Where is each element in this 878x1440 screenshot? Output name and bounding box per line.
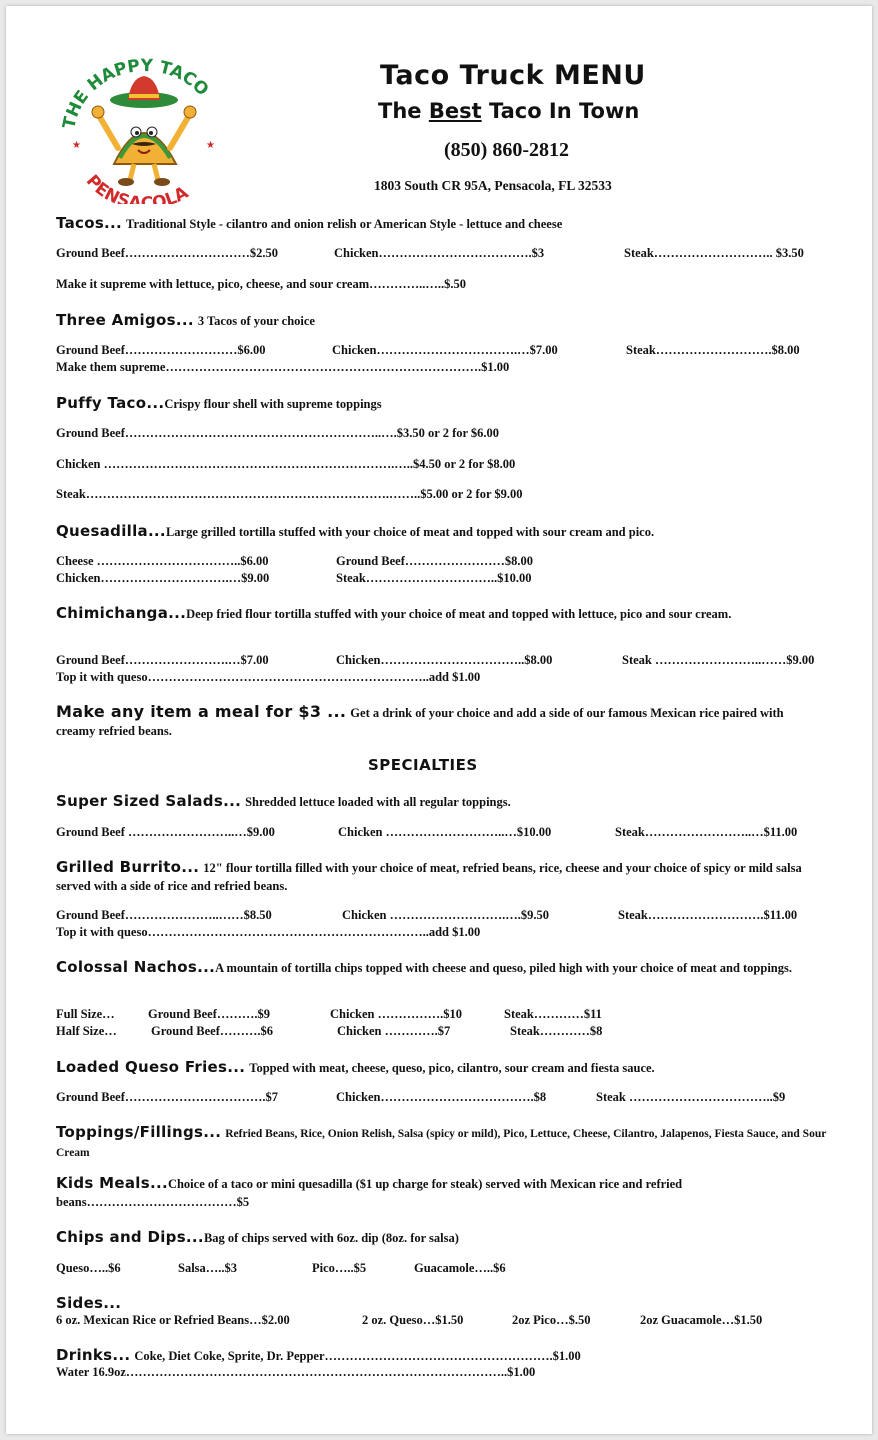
- section-puffy-header: [56, 394, 382, 413]
- sides-rice: 6 oz. Mexican Rice or Refried Beans…$2.00: [56, 1313, 290, 1327]
- tacos-supreme: Make it supreme with lettuce, pico, cheese, and sour cream…………..…..$.50: [56, 277, 467, 291]
- logo-text-top: THE HAPPY TACO: [59, 56, 213, 131]
- salads-beef: Ground Beef ……………………..…$9.00: [56, 825, 275, 839]
- section-title: Three Amigos...: [56, 311, 194, 329]
- fries-chicken: Chicken……………………………….$8: [336, 1090, 547, 1104]
- section-desc: Get a drink of your choice and add a side of our famous Mexican rice paired with creamy refried beans.: [56, 706, 784, 738]
- menu-page: [6, 6, 872, 1434]
- section-quesadilla-header: [56, 522, 654, 541]
- section-title: Loaded Queso Fries...: [56, 1058, 246, 1076]
- section-desc: 3 Tacos of your choice: [197, 314, 315, 328]
- section-meal-header: [56, 703, 826, 740]
- section-tacos-header: [56, 214, 562, 233]
- amigos-steak: Steak……………………….$8.00: [626, 343, 800, 357]
- menu-subtitle: The Best Taco In Town: [378, 99, 640, 123]
- burrito-chicken: Chicken ……………………….….$9.50: [342, 908, 549, 922]
- section-desc: Coke, Diet Coke, Sprite, Dr. Pepper……………………………………………….$1.00: [134, 1349, 581, 1363]
- svg-text:★: ★: [72, 140, 81, 151]
- section-title: Make any item a meal for $3 ...: [56, 702, 347, 721]
- section-salads-header: [56, 792, 511, 811]
- address: 1803 South CR 95A, Pensacola, FL 32533: [374, 178, 612, 193]
- fries-steak: Steak ……………………………..$9: [596, 1090, 786, 1104]
- section-desc: Traditional Style - cilantro and onion relish or American Style - lettuce and cheese: [126, 217, 563, 231]
- section-title: Grilled Burrito...: [56, 858, 200, 876]
- section-desc: Choice of a taco or mini quesadilla ($1 up charge for steak) served with Mexican rice and refried beans………………………………$5: [56, 1177, 683, 1209]
- section-desc: 12" flour tortilla filled with your choice of meat, refried beans, rice, cheese and your choice of spicy or mild salsa served with a side of rice and refried beans.: [56, 861, 802, 893]
- section-nachos-header: [56, 959, 826, 977]
- tacos-steak: Steak……………………….. $3.50: [624, 246, 804, 260]
- chimichanga-steak: Steak ……………………..……$9.00: [622, 653, 815, 667]
- section-fries-header: [56, 1058, 655, 1077]
- chips-queso: Queso…..$6: [56, 1261, 121, 1275]
- quesadilla-chicken: Chicken………………………….…$9.00: [56, 571, 270, 585]
- section-desc: Crispy flour shell with supreme toppings: [164, 397, 382, 411]
- section-kids-header: [56, 1175, 826, 1211]
- salads-chicken: Chicken ………………………..…$10.00: [338, 825, 552, 839]
- section-burrito-header: [56, 859, 826, 895]
- sides-queso: 2 oz. Queso…$1.50: [362, 1313, 464, 1327]
- burrito-beef: Ground Beef…………………..……$8.50: [56, 908, 272, 922]
- section-title: Kids Meals...: [56, 1174, 168, 1192]
- chips-guacamole: Guacamole…..$6: [414, 1261, 506, 1275]
- drinks-water: Water 16.9oz………………………………………………………………………………..$1.00: [56, 1365, 536, 1379]
- chips-salsa: Salsa…..$3: [178, 1261, 238, 1275]
- amigos-beef: Ground Beef………………………$6.00: [56, 343, 266, 357]
- svg-text:★: ★: [206, 140, 215, 151]
- nachos-full-label: Full Size…: [56, 1007, 115, 1021]
- section-desc: Large grilled tortilla stuffed with your choice of meat and topped with sour cream and pico.: [165, 525, 655, 539]
- amigos-chicken: Chicken…………………………….…$7.00: [332, 343, 558, 357]
- nachos-full-steak: Steak…………$11: [504, 1007, 602, 1021]
- specialties-heading: SPECIALTIES: [368, 756, 478, 774]
- section-desc: Deep fried flour tortilla stuffed with your choice of meat and topped with lettuce, pico and sour cream.: [186, 607, 732, 621]
- chips-pico: Pico…..$5: [312, 1261, 367, 1275]
- tacos-beef: Ground Beef…………………………$2.50: [56, 246, 278, 260]
- nachos-full-chicken: Chicken …………….$10: [330, 1007, 462, 1021]
- nachos-full-beef: Ground Beef……….$9: [148, 1007, 270, 1021]
- logo-graphic: [56, 56, 230, 204]
- section-sides-title: Sides...: [56, 1294, 122, 1312]
- chimichanga-queso: Top it with queso…………………………………………………………..add $1.00: [56, 670, 481, 684]
- phone-number: (850) 860-2812: [444, 139, 569, 161]
- menu-title: Taco Truck MENU: [380, 60, 646, 91]
- section-desc: Refried Beans, Rice, Onion Relish, Salsa (spicy or mild), Pico, Lettuce, Cheese, Cilantro, Jalapenos, Fiesta Sauce, and Sour Cream: [56, 1128, 827, 1159]
- nachos-half-beef: Ground Beef……….$6: [151, 1024, 273, 1038]
- nachos-half-chicken: Chicken ………….$7: [337, 1024, 451, 1038]
- chimichanga-chicken: Chicken……………………………..$8.00: [336, 653, 553, 667]
- nachos-half-steak: Steak…………$8: [510, 1024, 603, 1038]
- section-toppings-header: [56, 1124, 832, 1162]
- section-desc: A mountain of tortilla chips topped with cheese and queso, piled high with your choice of meat and toppings.: [215, 961, 793, 975]
- section-title: Chips and Dips...: [56, 1228, 204, 1246]
- section-drinks-header: [56, 1346, 581, 1365]
- section-desc: Shredded lettuce loaded with all regular toppings.: [245, 795, 511, 809]
- happy-taco-logo: [56, 56, 230, 204]
- section-title: Toppings/Fillings...: [56, 1123, 222, 1141]
- sides-pico: 2oz Pico…$.50: [512, 1313, 591, 1327]
- section-title: Quesadilla...: [56, 522, 166, 540]
- chimichanga-beef: Ground Beef…………………….…$7.00: [56, 653, 269, 667]
- section-title: Drinks...: [56, 1346, 131, 1364]
- puffy-beef: Ground Beef……………………………………………………..….$3.50 or 2 for $6.00: [56, 426, 500, 440]
- salads-steak: Steak……………………..…$11.00: [615, 825, 798, 839]
- section-desc: Bag of chips served with 6oz. dip (8oz. for salsa): [203, 1231, 459, 1245]
- burrito-steak: Steak……………………….$11.00: [618, 908, 798, 922]
- section-chips-header: [56, 1228, 459, 1247]
- sides-guacamole: 2oz Guacamole…$1.50: [640, 1313, 763, 1327]
- section-title: Colossal Nachos...: [56, 958, 216, 976]
- tacos-chicken: Chicken……………………………….$3: [334, 246, 545, 260]
- section-title: Chimichanga...: [56, 604, 187, 622]
- amigos-supreme: Make them supreme………………………………………………………………….$1.00: [56, 360, 510, 374]
- puffy-steak: Steak……………………………………………………………….……..$5.00 or 2 for $9.00: [56, 487, 523, 501]
- logo-text-bottom: PENSACOLA: [81, 171, 192, 204]
- nachos-half-label: Half Size…: [56, 1024, 117, 1038]
- section-title: Tacos...: [56, 214, 123, 232]
- puffy-chicken: Chicken …………………………………………………………….…..$4.50 or 2 for $8.00: [56, 457, 516, 471]
- section-desc: Topped with meat, cheese, queso, pico, cilantro, sour cream and fiesta sauce.: [249, 1061, 655, 1075]
- burrito-queso: Top it with queso…………………………………………………………..add $1.00: [56, 925, 481, 939]
- section-amigos-header: [56, 311, 315, 330]
- quesadilla-beef: Ground Beef……………………$8.00: [336, 554, 533, 568]
- quesadilla-steak: Steak…………………………..$10.00: [336, 571, 532, 585]
- quesadilla-cheese: Cheese ……………………………..$6.00: [56, 554, 269, 568]
- section-chimichanga-header: [56, 605, 826, 623]
- fries-beef: Ground Beef…………………………….$7: [56, 1090, 278, 1104]
- section-title: Puffy Taco...: [56, 394, 165, 412]
- section-title: Super Sized Salads...: [56, 792, 242, 810]
